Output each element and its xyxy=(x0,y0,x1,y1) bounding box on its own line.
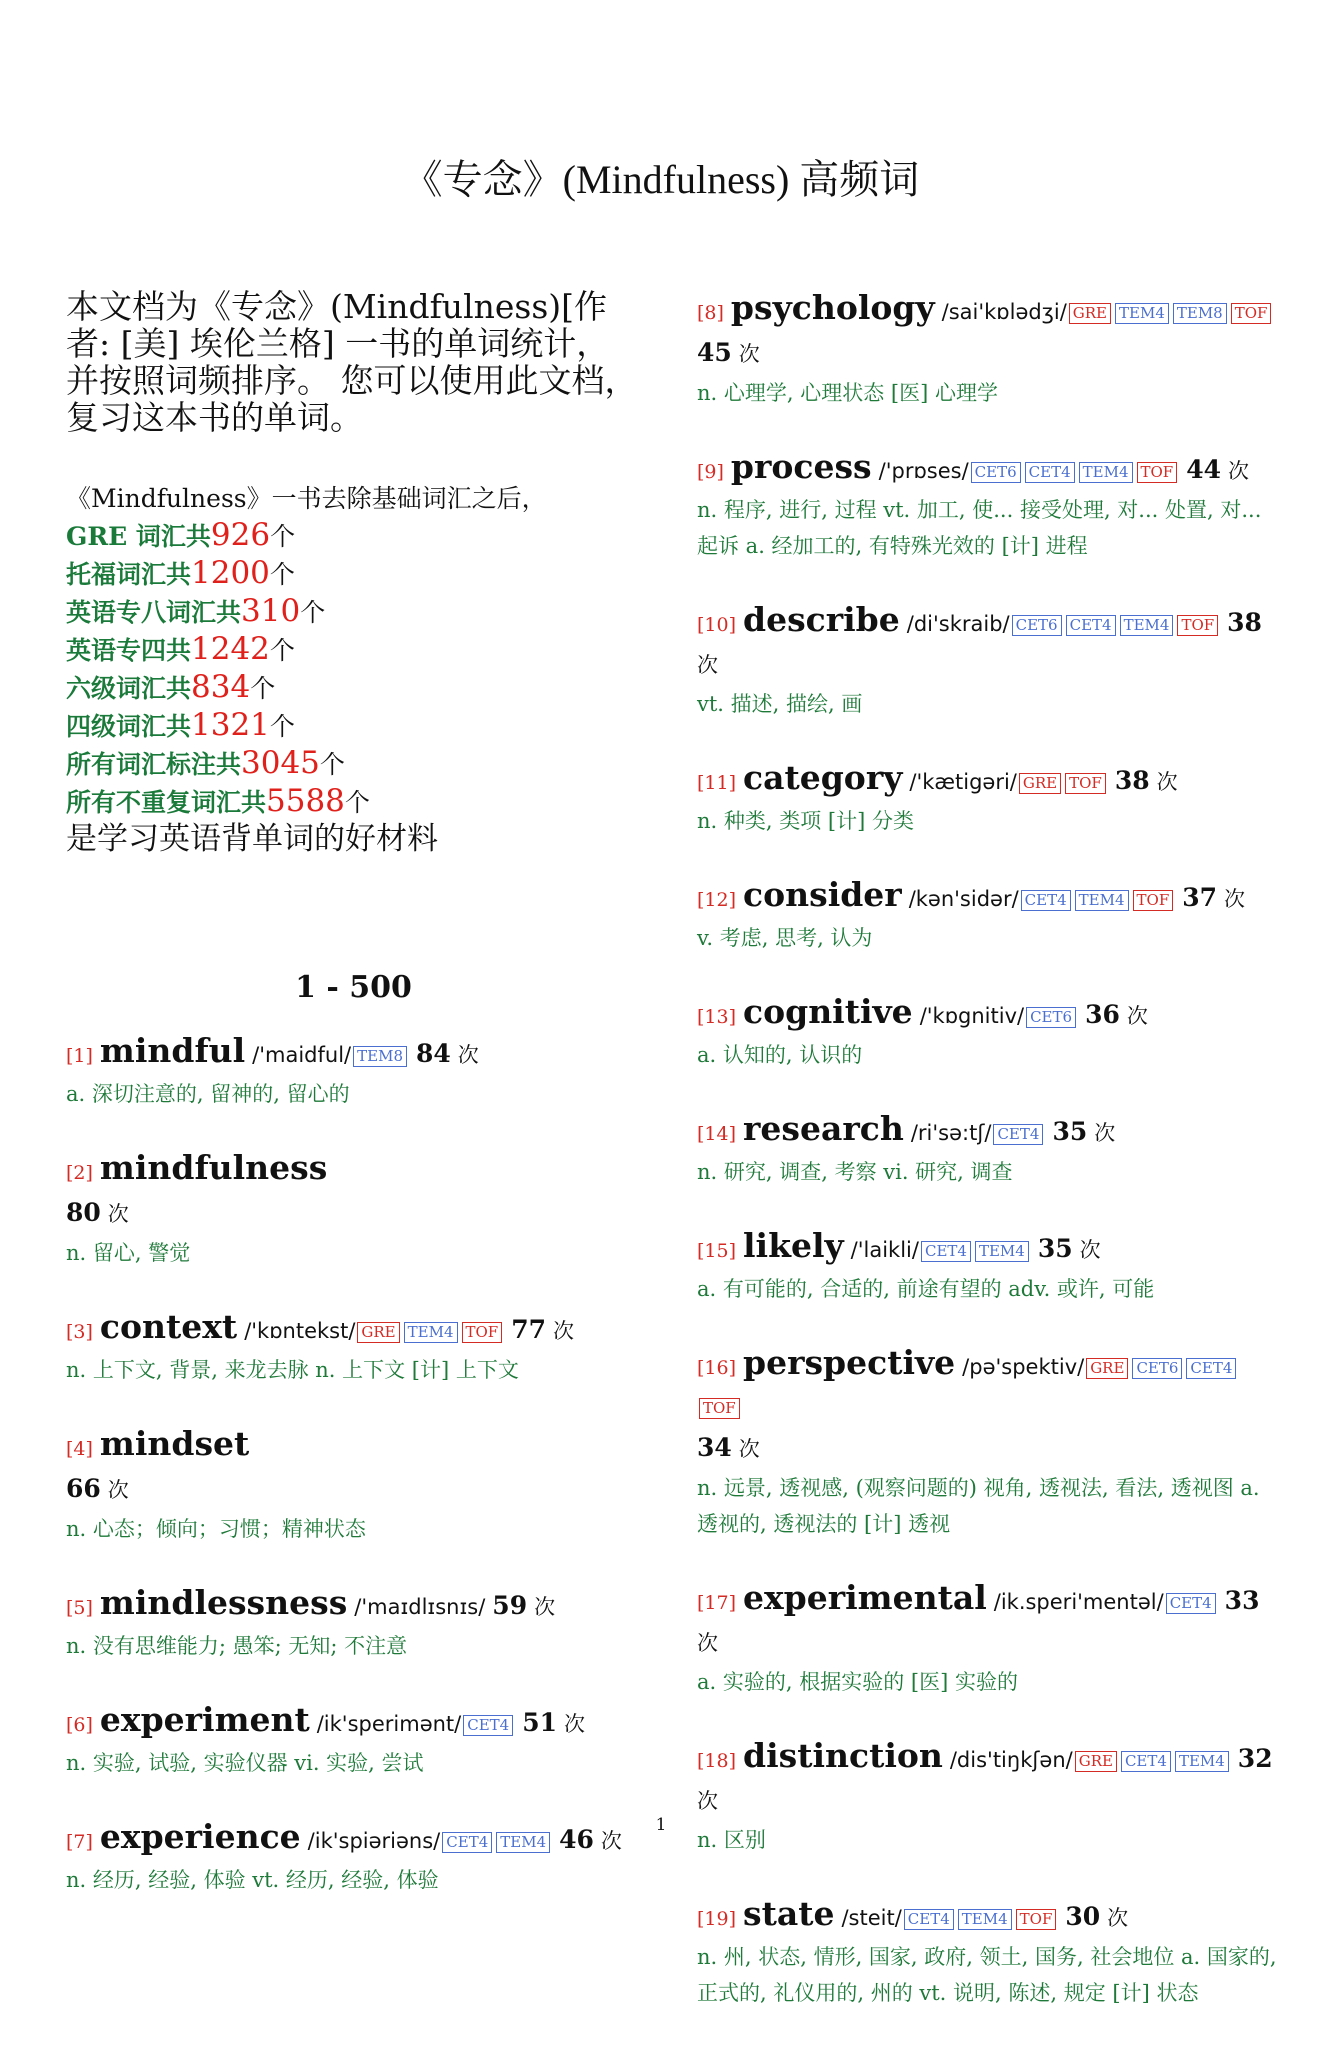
entry-count: 77 xyxy=(511,1315,547,1344)
level-tag: TEM8 xyxy=(353,1046,407,1067)
entry-count: 45 xyxy=(697,338,732,367)
count-suffix: 次 xyxy=(600,1829,622,1853)
entry-count: 32 xyxy=(1237,1744,1273,1773)
level-tag: TOF xyxy=(1016,1909,1057,1930)
stat-number: 834 xyxy=(191,669,251,705)
range-heading: 1 - 500 xyxy=(295,970,412,1005)
word-entry xyxy=(697,1343,1277,1542)
entry-word: experiment xyxy=(99,1700,310,1739)
entry-headline xyxy=(697,447,1277,492)
entry-pronunciation: /'maɪdlɪsnɪs/ xyxy=(354,1595,486,1619)
entry-headline xyxy=(697,600,1277,686)
entry-pronunciation: /'maidful/ xyxy=(252,1043,352,1067)
word-entry xyxy=(697,1736,1277,1858)
entry-definition: n. 程序, 进行, 过程 vt. 加工, 使... 接受处理, 对... 处置, 对... 起诉 a. 经加工的, 有特殊光效的 [计] 进程 xyxy=(697,498,1262,558)
level-tag: CET4 xyxy=(1021,890,1071,911)
count-suffix: 次 xyxy=(1079,1238,1101,1262)
count-suffix: 次 xyxy=(738,1437,760,1461)
stat-unit: 个 xyxy=(344,788,370,817)
word-entry xyxy=(697,288,1277,411)
entry-index: [1] xyxy=(66,1045,93,1067)
entry-index: [5] xyxy=(66,1597,93,1619)
entry-pronunciation: /'laikli/ xyxy=(850,1238,919,1262)
level-tag: TOF xyxy=(1137,462,1178,483)
word-entry xyxy=(697,600,1277,722)
entry-definition: n. 远景, 透视感, (观察问题的) 视角, 透视法, 看法, 透视图 a. 透视的, 透视法的 [计] 透视 xyxy=(697,1476,1260,1536)
entry-pronunciation: /kən'sidər/ xyxy=(908,887,1019,911)
count-suffix: 次 xyxy=(1228,459,1250,483)
stat-label: 所有不重复词汇共 xyxy=(66,788,267,817)
entry-headline xyxy=(697,1578,1277,1664)
level-tag: TEM4 xyxy=(496,1832,550,1853)
entry-word: mindfulness xyxy=(99,1148,328,1187)
count-suffix: 次 xyxy=(1156,770,1178,794)
intro-paragraph: 本文档为《专念》(Mindfulness)[作者: [美] 埃伦兰格] 一书的单词统计，并按照词频排序。 您可以使用此文档，复习这本书的单词。 xyxy=(66,287,638,437)
stat-label: 四级词汇共 xyxy=(66,712,192,741)
count-suffix: 次 xyxy=(1126,1004,1148,1028)
level-tag: CET4 xyxy=(1025,462,1075,483)
left-column xyxy=(66,288,641,1934)
level-tag: TEM4 xyxy=(404,1322,458,1343)
entry-headline xyxy=(697,992,1277,1037)
level-tag: TEM4 xyxy=(1115,303,1169,324)
entry-headline xyxy=(697,1736,1277,1822)
level-tag: TEM8 xyxy=(1173,303,1227,324)
entry-word: experience xyxy=(99,1817,301,1856)
entry-index: [15] xyxy=(697,1240,737,1262)
entry-definition: vt. 描述, 描绘, 画 xyxy=(697,692,863,716)
entry-pronunciation: /ik'sperimənt/ xyxy=(316,1712,462,1736)
stat-number: 310 xyxy=(241,593,301,629)
stat-unit: 个 xyxy=(300,598,326,627)
stat-line xyxy=(66,555,641,593)
level-tag: CET4 xyxy=(442,1832,492,1853)
count-suffix: 次 xyxy=(1107,1906,1129,1930)
level-tag: TOF xyxy=(699,1398,740,1419)
level-tag: CET6 xyxy=(1026,1007,1076,1028)
entry-index: [9] xyxy=(697,461,724,483)
entry-headline xyxy=(697,758,1277,803)
entry-index: [4] xyxy=(66,1438,93,1460)
level-tag: CET6 xyxy=(1132,1358,1182,1379)
entry-pronunciation: /sai'kɒlədʒi/ xyxy=(941,300,1067,324)
entry-headline xyxy=(697,1226,1277,1271)
entry-headline xyxy=(697,875,1277,920)
entry-headline xyxy=(66,1148,641,1235)
entry-index: [7] xyxy=(66,1831,93,1853)
level-tag: TEM4 xyxy=(1079,462,1133,483)
level-tag: TEM4 xyxy=(1075,890,1129,911)
entry-word: mindlessness xyxy=(99,1583,348,1622)
stat-label: 托福词汇共 xyxy=(66,560,192,589)
word-entry xyxy=(697,1894,1277,2011)
entry-headline xyxy=(697,288,1277,375)
entry-headline xyxy=(697,1894,1277,1939)
count-suffix: 次 xyxy=(697,1631,718,1655)
level-tag: TOF xyxy=(1231,303,1272,324)
entry-definition: n. 心理学, 心理状态 [医] 心理学 xyxy=(697,381,998,405)
entry-pronunciation: /steit/ xyxy=(841,1906,902,1930)
stat-label: 英语专八词汇共 xyxy=(66,598,242,627)
entry-definition: n. 经历, 经验, 体验 vt. 经历, 经验, 体验 xyxy=(66,1868,439,1892)
word-entry xyxy=(697,992,1277,1073)
page-title: 《专念》(Mindfulness) 高频词 xyxy=(402,157,920,202)
level-tag: TEM4 xyxy=(958,1909,1012,1930)
entry-word: mindful xyxy=(99,1031,246,1070)
level-tag: GRE xyxy=(1086,1358,1128,1379)
entry-definition: n. 研究, 调查, 考察 vi. 研究, 调查 xyxy=(697,1160,1013,1184)
level-tag: CET4 xyxy=(1166,1593,1216,1614)
entry-count: 38 xyxy=(1114,766,1150,795)
entry-count: 37 xyxy=(1182,883,1218,912)
entry-index: [10] xyxy=(697,614,737,636)
entry-count: 46 xyxy=(559,1825,594,1854)
entry-word: cognitive xyxy=(743,992,913,1031)
entry-index: [12] xyxy=(697,889,737,911)
stats-lead: 《Mindfulness》一书去除基础词汇之后， xyxy=(66,484,547,513)
stat-label: 英语专四共 xyxy=(66,636,192,665)
entry-definition: a. 认知的, 认识的 xyxy=(697,1043,863,1067)
entry-index: [2] xyxy=(66,1162,93,1184)
entry-index: [6] xyxy=(66,1714,93,1736)
entry-definition: a. 实验的, 根据实验的 [医] 实验的 xyxy=(697,1670,1018,1694)
page-number: 1 xyxy=(655,1815,667,1835)
entry-word: context xyxy=(99,1307,238,1346)
entry-definition: n. 区别 xyxy=(697,1828,766,1852)
level-tag: CET4 xyxy=(1186,1358,1236,1379)
stat-number: 3045 xyxy=(241,745,320,781)
entry-index: [19] xyxy=(697,1908,737,1930)
word-entry xyxy=(697,447,1277,564)
entry-definition: n. 留心, 警觉 xyxy=(66,1241,191,1265)
word-entry xyxy=(66,1424,641,1547)
entry-index: [8] xyxy=(697,302,724,324)
stat-line xyxy=(66,707,641,745)
stat-unit: 个 xyxy=(250,674,276,703)
entry-index: [16] xyxy=(697,1357,737,1379)
stat-label: 所有词汇标注共 xyxy=(66,750,242,779)
stat-line xyxy=(66,517,641,555)
entry-definition: v. 考虑, 思考, 认为 xyxy=(697,926,873,950)
entry-word: likely xyxy=(743,1226,844,1265)
entry-headline xyxy=(66,1031,641,1076)
stat-unit: 个 xyxy=(269,712,295,741)
entry-pronunciation: /ri'sə:tʃ/ xyxy=(910,1121,992,1145)
level-tag: CET4 xyxy=(993,1124,1043,1145)
word-entry xyxy=(66,1307,641,1388)
entry-count: 35 xyxy=(1052,1117,1088,1146)
entry-pronunciation: /'kɒntekst/ xyxy=(244,1319,356,1343)
count-suffix: 次 xyxy=(107,1478,129,1502)
entry-definition: a. 深切注意的, 留神的, 留心的 xyxy=(66,1082,350,1106)
entry-definition: n. 实验, 试验, 实验仪器 vi. 实验, 尝试 xyxy=(66,1751,424,1775)
count-suffix: 次 xyxy=(457,1043,479,1067)
stat-unit: 个 xyxy=(269,636,295,665)
entry-count: 34 xyxy=(697,1433,732,1462)
count-suffix: 次 xyxy=(107,1202,129,1226)
level-tag: CET4 xyxy=(904,1909,954,1930)
stat-unit: 个 xyxy=(269,560,295,589)
entry-definition: n. 上下文, 背景, 来龙去脉 n. 上下文 [计] 上下文 xyxy=(66,1358,519,1382)
entry-headline xyxy=(66,1424,641,1511)
entry-count: 33 xyxy=(1224,1586,1260,1615)
level-tag: CET4 xyxy=(1121,1751,1171,1772)
entry-count: 51 xyxy=(522,1708,558,1737)
stat-label: GRE 词汇共 xyxy=(66,522,211,551)
stat-line xyxy=(66,669,641,707)
word-entry xyxy=(66,1031,641,1112)
word-entry xyxy=(697,875,1277,956)
level-tag: CET4 xyxy=(463,1715,513,1736)
stat-line xyxy=(66,593,641,631)
count-suffix: 次 xyxy=(1094,1121,1116,1145)
entry-count: 30 xyxy=(1065,1902,1101,1931)
level-tag: TEM4 xyxy=(975,1241,1029,1262)
count-suffix: 次 xyxy=(564,1712,586,1736)
entry-count: 36 xyxy=(1085,1000,1120,1029)
stats-lines xyxy=(66,517,641,821)
entry-definition: n. 心态；倾向；习惯；精神状态 xyxy=(66,1517,366,1541)
entry-index: [14] xyxy=(697,1123,737,1145)
entry-pronunciation: /'kɒgnitiv/ xyxy=(919,1004,1025,1028)
entry-count: 84 xyxy=(415,1039,451,1068)
stats-closing: 是学习英语背单词的好材料 xyxy=(66,821,438,857)
stat-unit: 个 xyxy=(270,522,296,551)
word-entry xyxy=(66,1583,641,1664)
entry-index: [17] xyxy=(697,1592,737,1614)
entry-definition: n. 没有思维能力; 愚笨; 无知; 不注意 xyxy=(66,1634,408,1658)
level-tag: TOF xyxy=(1133,890,1174,911)
left-entry-list xyxy=(66,1031,641,1898)
word-entry xyxy=(66,1700,641,1781)
level-tag: GRE xyxy=(357,1322,399,1343)
word-entry xyxy=(66,1148,641,1271)
level-tag: CET6 xyxy=(971,462,1021,483)
entry-pronunciation: /dis'tiŋkʃən/ xyxy=(949,1748,1073,1772)
level-tag: CET6 xyxy=(1012,615,1062,636)
stat-number: 1242 xyxy=(191,631,270,667)
entry-word: psychology xyxy=(730,288,935,327)
right-entry-list xyxy=(697,288,1277,2011)
entry-word: describe xyxy=(743,600,900,639)
entry-word: mindset xyxy=(99,1424,250,1463)
stat-number: 1200 xyxy=(191,555,270,591)
entry-headline xyxy=(66,1583,641,1628)
word-entry xyxy=(697,1109,1277,1190)
entry-index: [18] xyxy=(697,1750,737,1772)
entry-word: distinction xyxy=(743,1736,943,1775)
entry-word: process xyxy=(730,447,872,486)
level-tag: CET4 xyxy=(1066,615,1116,636)
stat-line xyxy=(66,745,641,783)
entry-pronunciation: /ik'spiəriəns/ xyxy=(307,1829,441,1853)
entry-pronunciation: /pə'spektiv/ xyxy=(962,1355,1085,1379)
count-suffix: 次 xyxy=(738,342,760,366)
stats-block xyxy=(66,480,641,858)
entry-count: 38 xyxy=(1227,608,1262,637)
stat-number: 5588 xyxy=(266,783,345,819)
count-suffix: 次 xyxy=(534,1595,556,1619)
entry-definition: n. 种类, 类项 [计] 分类 xyxy=(697,809,914,833)
word-entry xyxy=(697,1226,1277,1307)
count-suffix: 次 xyxy=(697,1789,718,1813)
count-suffix: 次 xyxy=(553,1319,575,1343)
entry-pronunciation: /'kætigəri/ xyxy=(909,770,1017,794)
entry-headline xyxy=(697,1343,1277,1470)
entry-pronunciation: /'prɒses/ xyxy=(878,459,969,483)
entry-count: 80 xyxy=(66,1198,101,1227)
stat-unit: 个 xyxy=(319,750,345,779)
level-tag: GRE xyxy=(1069,303,1111,324)
level-tag: TEM4 xyxy=(1175,1751,1229,1772)
entry-word: category xyxy=(743,758,903,797)
entry-word: consider xyxy=(743,875,902,914)
entry-count: 66 xyxy=(66,1474,101,1503)
entry-count: 35 xyxy=(1037,1234,1073,1263)
count-suffix: 次 xyxy=(697,653,718,677)
level-tag: TOF xyxy=(1065,773,1106,794)
entry-headline xyxy=(697,1109,1277,1154)
level-tag: GRE xyxy=(1075,1751,1117,1772)
stat-line xyxy=(66,631,641,669)
entry-definition: n. 州, 状态, 情形, 国家, 政府, 领土, 国务, 社会地位 a. 国家的, 正式的, 礼仪用的, 州的 vt. 说明, 陈述, 规定 [计] 状态 xyxy=(697,1945,1277,2005)
entry-word: perspective xyxy=(743,1343,956,1382)
level-tag: CET4 xyxy=(921,1241,971,1262)
entry-pronunciation: /ik.speri'mentəl/ xyxy=(993,1590,1164,1614)
entry-index: [11] xyxy=(697,772,737,794)
entry-word: experimental xyxy=(743,1578,987,1617)
level-tag: GRE xyxy=(1019,773,1061,794)
entry-headline xyxy=(66,1700,641,1745)
right-column xyxy=(697,288,1277,2047)
entry-definition: a. 有可能的, 合适的, 前途有望的 adv. 或许, 可能 xyxy=(697,1277,1155,1301)
stat-label: 六级词汇共 xyxy=(66,674,192,703)
entry-word: research xyxy=(743,1109,904,1148)
stat-number: 1321 xyxy=(191,707,270,743)
count-suffix: 次 xyxy=(1224,887,1246,911)
word-entry xyxy=(697,758,1277,839)
entry-count: 44 xyxy=(1186,455,1222,484)
stat-number: 926 xyxy=(210,517,271,553)
entry-index: [3] xyxy=(66,1321,93,1343)
word-entry xyxy=(697,1578,1277,1700)
entry-headline xyxy=(66,1307,641,1352)
entry-pronunciation: /di'skraib/ xyxy=(906,612,1010,636)
level-tag: TOF xyxy=(462,1322,503,1343)
entry-index: [13] xyxy=(697,1006,737,1028)
entry-word: state xyxy=(743,1894,835,1933)
level-tag: TEM4 xyxy=(1120,615,1174,636)
stat-line xyxy=(66,783,641,821)
entry-count: 59 xyxy=(492,1591,528,1620)
level-tag: TOF xyxy=(1177,615,1218,636)
